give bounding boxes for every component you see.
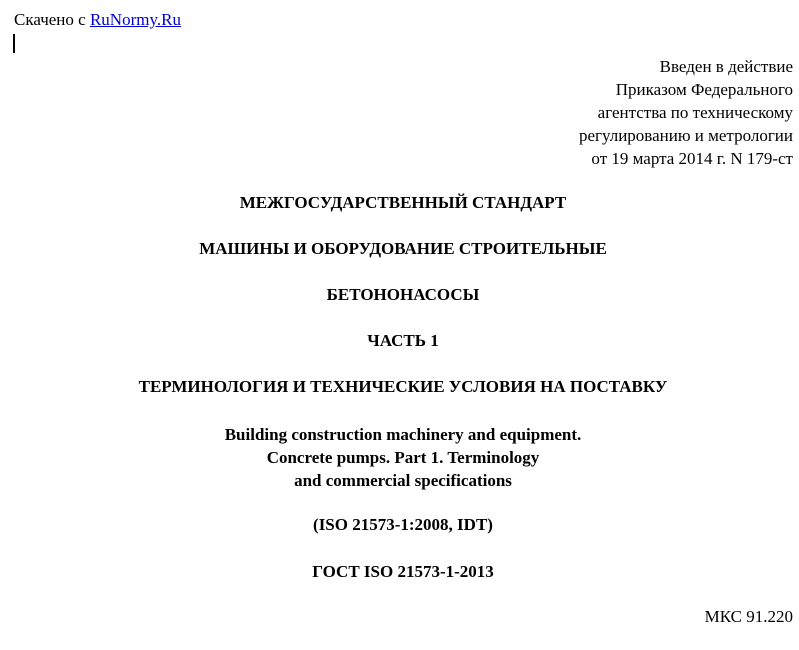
title-sub-heading: БЕТОНОНАСОСЫ — [326, 285, 480, 304]
english-title — [0, 423, 799, 492]
source-prefix: Скачено с — [14, 10, 90, 29]
approval-line: агентства по техническому — [597, 103, 793, 122]
source-link[interactable]: RuNormy.Ru — [89, 10, 181, 29]
approval-block — [579, 55, 793, 170]
approval-line: Приказом Федерального — [615, 80, 793, 99]
english-title-line: Building construction machinery and equipment. — [224, 425, 582, 444]
english-title-line: Concrete pumps. Part 1. Terminology — [266, 448, 540, 467]
mks-code: МКС 91.220 — [704, 607, 793, 626]
approval-line: от 19 марта 2014 г. N 179-ст — [591, 149, 793, 168]
text-cursor — [13, 34, 15, 53]
approval-line: регулированию и метрологии — [578, 126, 793, 145]
english-title-line: and commercial specifications — [294, 471, 512, 490]
iso-reference: (ISO 21573-1:2008, IDT) — [313, 515, 493, 534]
subject-heading: ТЕРМИНОЛОГИЯ И ТЕХНИЧЕСКИЕ УСЛОВИЯ НА ПОСТАВКУ — [138, 377, 668, 396]
source-line — [14, 9, 181, 31]
part-heading: ЧАСТЬ 1 — [367, 331, 439, 350]
approval-line: Введен в действие — [659, 57, 793, 76]
title-main-heading: МАШИНЫ И ОБОРУДОВАНИЕ СТРОИТЕЛЬНЫЕ — [199, 239, 607, 258]
gost-number: ГОСТ ISO 21573-1-2013 — [312, 562, 494, 581]
standard-type-heading: МЕЖГОСУДАРСТВЕННЫЙ СТАНДАРТ — [239, 193, 567, 212]
